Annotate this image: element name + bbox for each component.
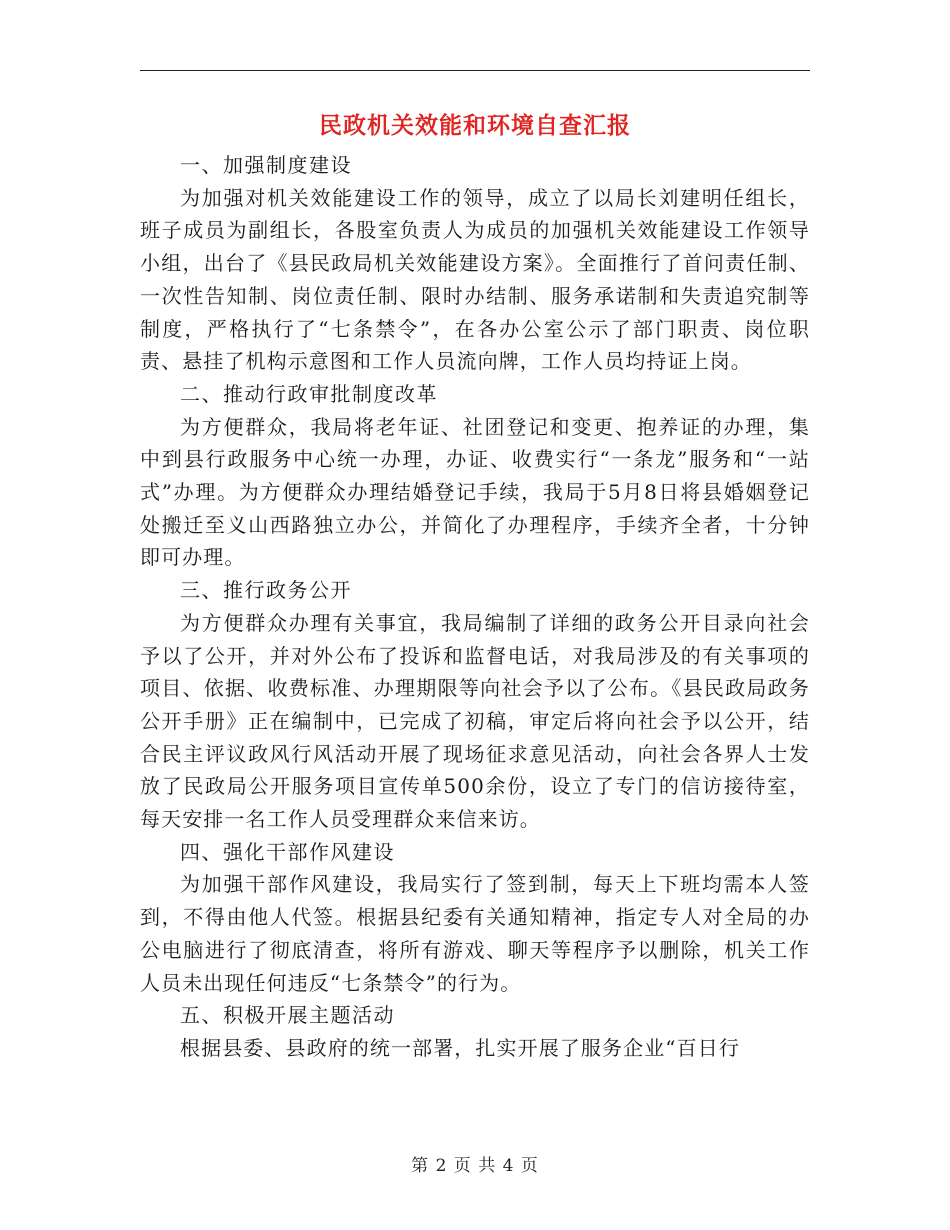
footer-current-page: 2	[435, 1156, 448, 1176]
section-paragraph: 为加强干部作风建设，我局实行了签到制，每天上下班均需本人签到，不得由他人代签。根据县纪委有关通知精神，指定专人对全局的办公电脑进行了彻底清查，将所有游戏、聊天等程序予以删除，机关工作人员未出现任何违反“七条禁令”的行为。	[140, 872, 810, 995]
footer-total-label: 共	[478, 1156, 497, 1176]
footer-page-unit: 页	[453, 1156, 472, 1176]
section-paragraph: 根据县委、县政府的统一部署，扎实开展了服务企业“百日行	[180, 1035, 740, 1060]
section-heading: 四、强化干部作风建设	[180, 839, 395, 864]
document-body	[140, 149, 810, 1065]
section-heading: 五、积极开展主题活动	[180, 1003, 395, 1028]
footer-prefix: 第	[411, 1156, 430, 1176]
footer-suffix: 页	[520, 1156, 539, 1176]
section-heading: 一、加强制度建设	[180, 153, 352, 177]
section-paragraph: 为加强对机关效能建设工作的领导，成立了以局长刘建明任组长，班子成员为副组长，各股室负责人为成员的加强机关效能建设工作领导小组，出台了《县民政局机关效能建设方案》。全面推行了首问责任制、一次性告知制、岗位责任制、限时办结制、服务承诺制和失责追究制等制度，严格执行了“七条禁令”，在各办公室公示了部门职责、岗位职责、悬挂了机构示意图和工作人员流向牌，工作人员均持证上岗。	[140, 185, 810, 374]
header-rule	[140, 70, 810, 71]
page-footer	[0, 1154, 950, 1178]
footer-total-pages: 4	[502, 1156, 515, 1176]
section-paragraph: 为方便群众办理有关事宜，我局编制了详细的政务公开目录向社会予以了公开，并对外公布了投诉和监督电话，对我局涉及的有关事项的项目、依据、收费标准、办理期限等向社会予以了公布。《县民政局政务公开手册》正在编制中，已完成了初稿，审定后将向社会予以公开，结合民主评议政风行风活动开展了现场征求意见活动，向社会各界人士发放了民政局公开服务项目宣传单500余份，设立了专门的信访接待室，每天安排一名工作人员受理群众来信来访。	[140, 610, 810, 832]
section-heading: 三、推行政务公开	[180, 578, 352, 603]
section-paragraph: 为方便群众，我局将老年证、社团登记和变更、抱养证的办理，集中到县行政服务中心统一办理，办证、收费实行“一条龙”服务和“一站式”办理。为方便群众办理结婚登记手续，我局于5月8日将县婚姻登记处搬迁至义山西路独立办公，并简化了办理程序，手续齐全者，十分钟即可办理。	[140, 414, 810, 570]
section-heading: 二、推动行政审批制度改革	[180, 381, 438, 406]
document-title: 民政机关效能和环境自查汇报	[319, 112, 631, 139]
